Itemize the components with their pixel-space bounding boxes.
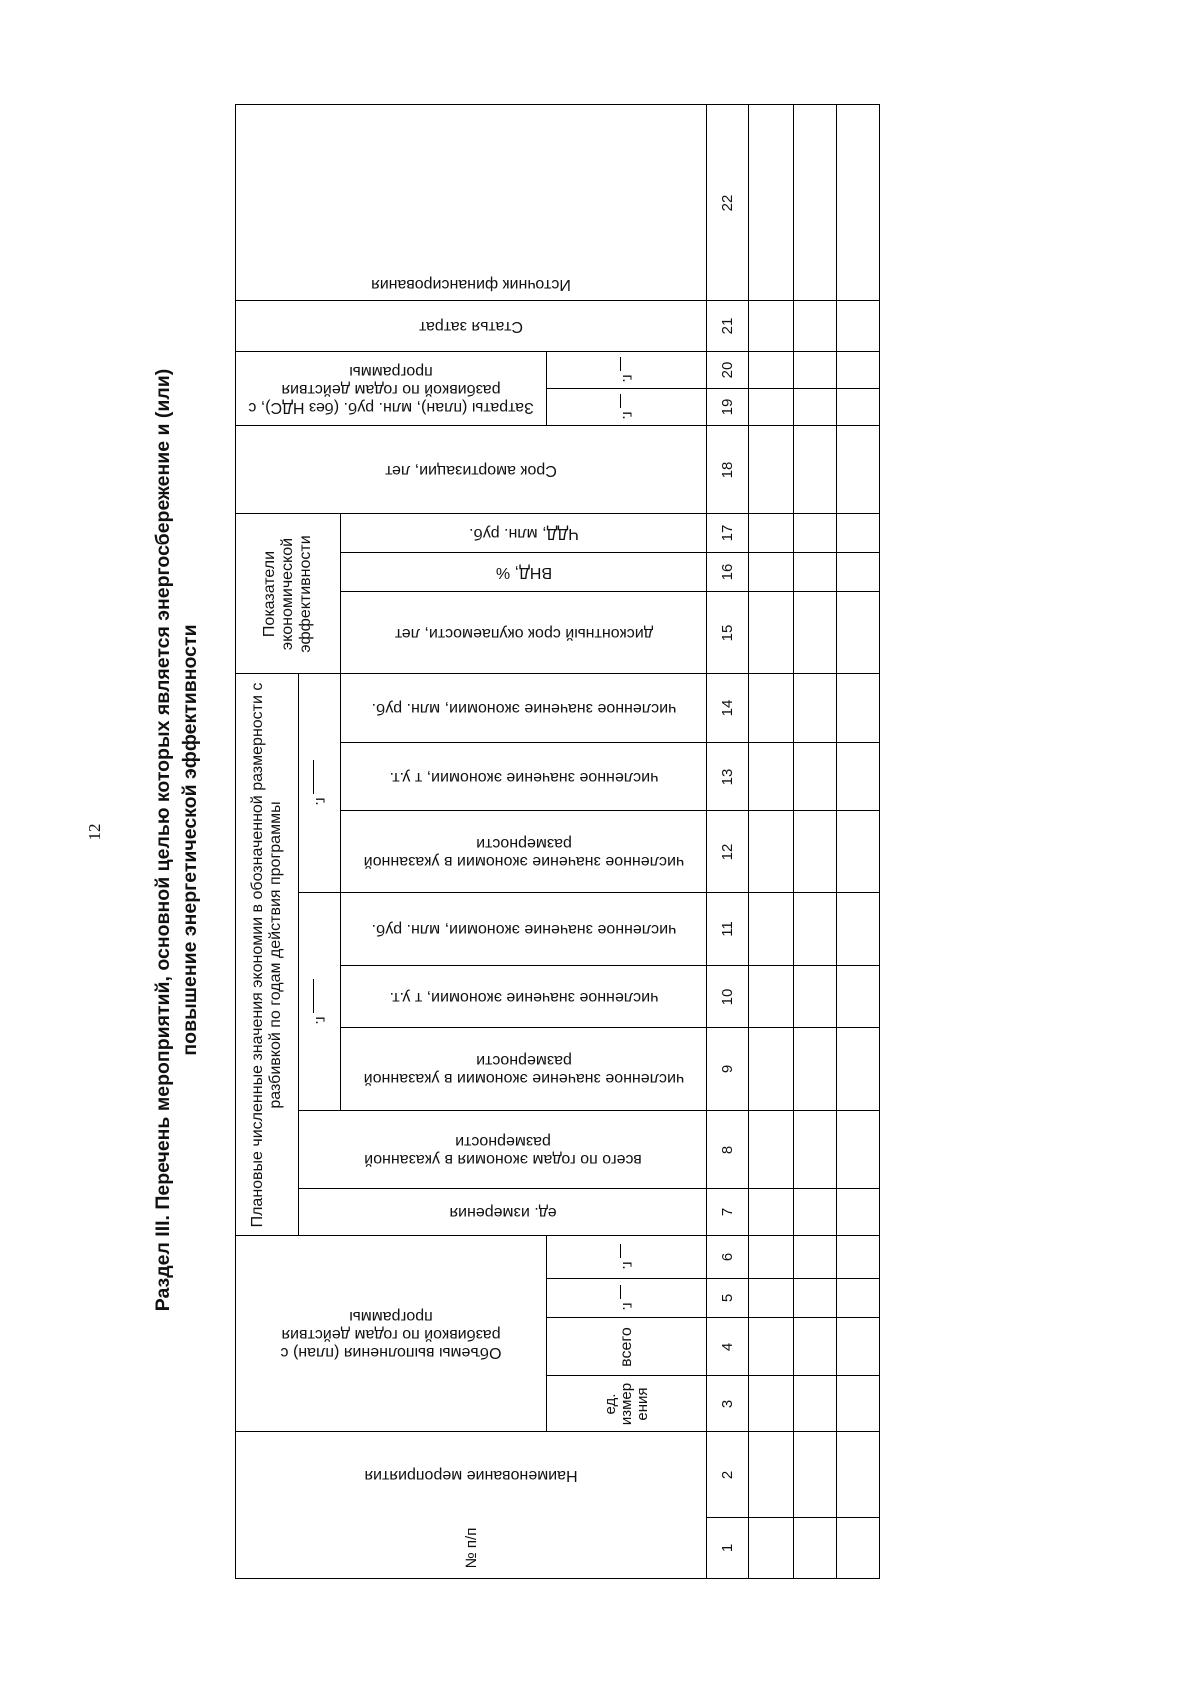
empty-data-cell (836, 1235, 880, 1278)
column-number: 17 (718, 524, 736, 542)
empty-data-cell (793, 810, 836, 892)
header-col-12 (340, 810, 706, 892)
column-number: 16 (718, 563, 736, 581)
column-number-cell (706, 1431, 748, 1517)
header-group-volumes (236, 1235, 546, 1431)
column-number-cell (706, 591, 748, 673)
empty-data-cell (748, 1027, 793, 1110)
column-number: 11 (718, 921, 736, 937)
measures-table (235, 104, 880, 1579)
header-group-costs-label: Затраты (план), млн. руб. (без НДС), с разбивкой по годам действия программы (248, 362, 534, 416)
empty-data-cell (748, 1235, 793, 1278)
page-title-wrap (150, 250, 222, 1430)
page-title (150, 250, 222, 1430)
header-col-20-wrap (582, 353, 672, 387)
empty-data-cell (793, 1317, 836, 1375)
empty-data-cell (836, 673, 880, 742)
header-col-21-label: Статья затрат (419, 318, 524, 335)
empty-data-cell (793, 1431, 836, 1517)
empty-data-cell (748, 513, 793, 552)
header-col-9-label: численное значение экономии в указанной размерности (363, 1052, 684, 1087)
page-title-line1: Раздел III. Перечень мероприятий, основной целью которых является энергосбережение и (или) (152, 368, 174, 1312)
empty-data-cell (793, 965, 836, 1027)
header-col-10-label: численное значение экономии, т у.т. (389, 988, 658, 1006)
header-col-22-label: Источник финансирования (371, 276, 571, 293)
column-number: 4 (718, 1342, 736, 1351)
empty-data-cell (836, 552, 880, 591)
empty-data-cell (748, 425, 793, 513)
column-number: 6 (718, 1252, 736, 1262)
header-group-economic-label: Показатели экономической эффективности (261, 534, 314, 653)
empty-data-cell (793, 1517, 836, 1578)
empty-data-cell (793, 300, 836, 351)
empty-data-cell (748, 810, 793, 892)
header-col-6-wrap (582, 1237, 672, 1277)
column-number-cell (706, 1375, 748, 1431)
column-number-cell (706, 1517, 748, 1578)
empty-data-cell (793, 425, 836, 513)
empty-data-cell (748, 673, 793, 742)
header-group-economic (236, 513, 340, 673)
header-col-3-label: ед. измер ения (601, 1382, 651, 1425)
empty-data-cell (836, 1027, 880, 1110)
column-number: 21 (718, 317, 736, 335)
header-col-21 (236, 300, 706, 351)
header-col-9 (340, 1027, 706, 1110)
column-number: 10 (718, 988, 736, 1005)
header-col-13-label: численное значение экономии, т у.т. (389, 768, 658, 786)
column-number: 14 (718, 699, 736, 717)
header-col-14-label: численное значение экономии, млн. руб. (371, 700, 676, 717)
empty-data-cell (748, 1110, 793, 1188)
header-col-19 (546, 388, 706, 425)
header-col-1 (236, 1517, 706, 1578)
column-number-cell (706, 1188, 748, 1235)
empty-data-cell (793, 105, 836, 300)
column-number: 9 (718, 1064, 736, 1074)
header-col-18 (236, 425, 706, 513)
header-col-19-label: г. (618, 411, 636, 420)
column-number-cell (706, 1110, 748, 1188)
empty-data-cell (748, 742, 793, 810)
header-year-a-label: г. (311, 1015, 329, 1025)
empty-data-cell (748, 1517, 793, 1578)
column-number: 2 (718, 1470, 736, 1479)
empty-data-cell (793, 892, 836, 965)
header-group-savings (236, 673, 298, 1235)
column-number-cell (706, 965, 748, 1027)
column-number: 5 (718, 1293, 736, 1303)
header-col-17 (340, 513, 706, 552)
empty-data-cell (836, 1431, 880, 1517)
blank-line (313, 760, 326, 794)
empty-data-cell (836, 1517, 880, 1578)
empty-data-cell (793, 513, 836, 552)
column-number-cell (706, 673, 748, 742)
column-number-cell (706, 513, 748, 552)
blank-line (620, 1244, 633, 1258)
column-number-cell (706, 388, 748, 425)
empty-data-cell (748, 591, 793, 673)
header-col-18-label: Срок амортизации, лет (385, 461, 557, 479)
column-number-cell (706, 892, 748, 965)
column-number-cell (706, 1278, 748, 1317)
header-col-1-label: № п/п (462, 1527, 480, 1568)
header-col-3 (546, 1375, 706, 1431)
column-number-cell (706, 300, 748, 351)
empty-data-cell (748, 1431, 793, 1517)
header-col-17-label: ЧДД, млн. руб. (468, 525, 579, 542)
column-number-cell (706, 742, 748, 810)
column-number: 1 (718, 1543, 736, 1553)
column-number: 18 (718, 461, 736, 478)
header-col-2-label: Наименование мероприятия (364, 1466, 578, 1484)
column-number: 15 (718, 624, 736, 641)
empty-data-cell (836, 1110, 880, 1188)
header-col-15-label: дисконтный срок окупаемости, лет (394, 624, 653, 642)
empty-data-cell (836, 1278, 880, 1317)
empty-data-cell (793, 742, 836, 810)
empty-data-cell (748, 965, 793, 1027)
header-col-22 (236, 105, 706, 300)
header-col-4-label: всего (617, 1326, 635, 1367)
header-col-4 (546, 1317, 706, 1375)
empty-data-cell (793, 591, 836, 673)
column-number: 13 (718, 768, 736, 785)
header-year-b-wrap (300, 683, 340, 883)
header-year-a (298, 892, 340, 1110)
header-col-16 (340, 552, 706, 591)
empty-data-cell (836, 105, 880, 300)
header-col-8 (298, 1110, 706, 1188)
header-col-12-label: численное значение экономии в указанной размерности (363, 834, 684, 870)
empty-data-cell (836, 1188, 880, 1235)
column-number: 12 (718, 843, 736, 860)
header-col-20 (546, 351, 706, 388)
column-number: 19 (718, 398, 736, 416)
column-number: 8 (718, 1145, 736, 1154)
column-number-cell (706, 1317, 748, 1375)
blank-line (620, 1285, 633, 1299)
empty-data-cell (836, 591, 880, 673)
header-col-14 (340, 673, 706, 742)
empty-data-cell (836, 965, 880, 1027)
empty-data-cell (793, 351, 836, 388)
page-number: 12 (85, 823, 104, 841)
header-col-5 (546, 1278, 706, 1317)
empty-data-cell (748, 1317, 793, 1375)
header-year-a-wrap (300, 902, 340, 1102)
header-group-savings-label: Плановые численные значения экономии в обозначенной размерности с разбивкой по годам действия программы (249, 682, 284, 1227)
header-group-volumes-label: Объемы выполнения (план) с разбивкой по годам действия программы (280, 1307, 502, 1361)
empty-data-cell (836, 1375, 880, 1431)
empty-data-cell (793, 1375, 836, 1431)
page-title-line2: повышение энергетической эффективности (179, 624, 201, 1056)
empty-data-cell (748, 1188, 793, 1235)
column-number: 22 (718, 194, 736, 211)
column-number-cell (706, 425, 748, 513)
column-number-cell (706, 552, 748, 591)
header-col-5-label: г. (618, 1302, 636, 1311)
empty-data-cell (793, 388, 836, 425)
column-number: 3 (718, 1399, 736, 1408)
header-col-8-label: всего по годам экономия в указанной размерности (363, 1132, 642, 1168)
header-col-19-wrap (582, 390, 672, 424)
header-year-b (298, 673, 340, 892)
header-col-6 (546, 1235, 706, 1278)
header-col-10 (340, 965, 706, 1027)
empty-data-cell (836, 810, 880, 892)
empty-data-cell (793, 1235, 836, 1278)
blank-line (620, 357, 633, 371)
empty-data-cell (793, 1027, 836, 1110)
column-number-cell (706, 1027, 748, 1110)
header-col-5-wrap (582, 1279, 672, 1317)
empty-data-cell (793, 673, 836, 742)
blank-line (313, 979, 326, 1013)
blank-line (620, 394, 633, 408)
column-number-cell (706, 810, 748, 892)
column-number: 20 (718, 361, 736, 379)
empty-data-cell (748, 552, 793, 591)
header-col-15 (340, 591, 706, 673)
empty-data-cell (793, 552, 836, 591)
header-col-6-label: г. (618, 1261, 636, 1270)
empty-data-cell (793, 1110, 836, 1188)
header-col-2 (236, 1431, 706, 1517)
header-col-16-label: ВНД, % (495, 564, 552, 581)
column-number-cell (706, 351, 748, 388)
empty-data-cell (748, 105, 793, 300)
column-number-cell (706, 1235, 748, 1278)
header-col-11 (340, 892, 706, 965)
column-number: 7 (718, 1207, 736, 1217)
header-col-7-label: ед. измерения (448, 1204, 557, 1221)
empty-data-cell (836, 742, 880, 810)
empty-data-cell (836, 892, 880, 965)
empty-data-cell (748, 388, 793, 425)
empty-data-cell (836, 1317, 880, 1375)
header-year-b-label: г. (311, 797, 329, 806)
empty-data-cell (748, 892, 793, 965)
empty-data-cell (793, 1278, 836, 1317)
empty-data-cell (748, 1375, 793, 1431)
empty-data-cell (793, 1188, 836, 1235)
header-col-7 (298, 1188, 706, 1235)
empty-data-cell (836, 300, 880, 351)
header-col-11-label: численное значение экономии, млн. руб. (371, 921, 676, 938)
empty-data-cell (748, 351, 793, 388)
empty-data-cell (748, 1278, 793, 1317)
empty-data-cell (748, 300, 793, 351)
empty-data-cell (836, 388, 880, 425)
column-number-cell (706, 105, 748, 300)
header-col-13 (340, 742, 706, 810)
header-col-20-label: г. (618, 374, 636, 383)
empty-data-cell (836, 513, 880, 552)
number-and-data-grid (706, 105, 880, 1578)
empty-data-cell (836, 425, 880, 513)
empty-data-cell (836, 351, 880, 388)
header-group-costs (236, 351, 546, 425)
